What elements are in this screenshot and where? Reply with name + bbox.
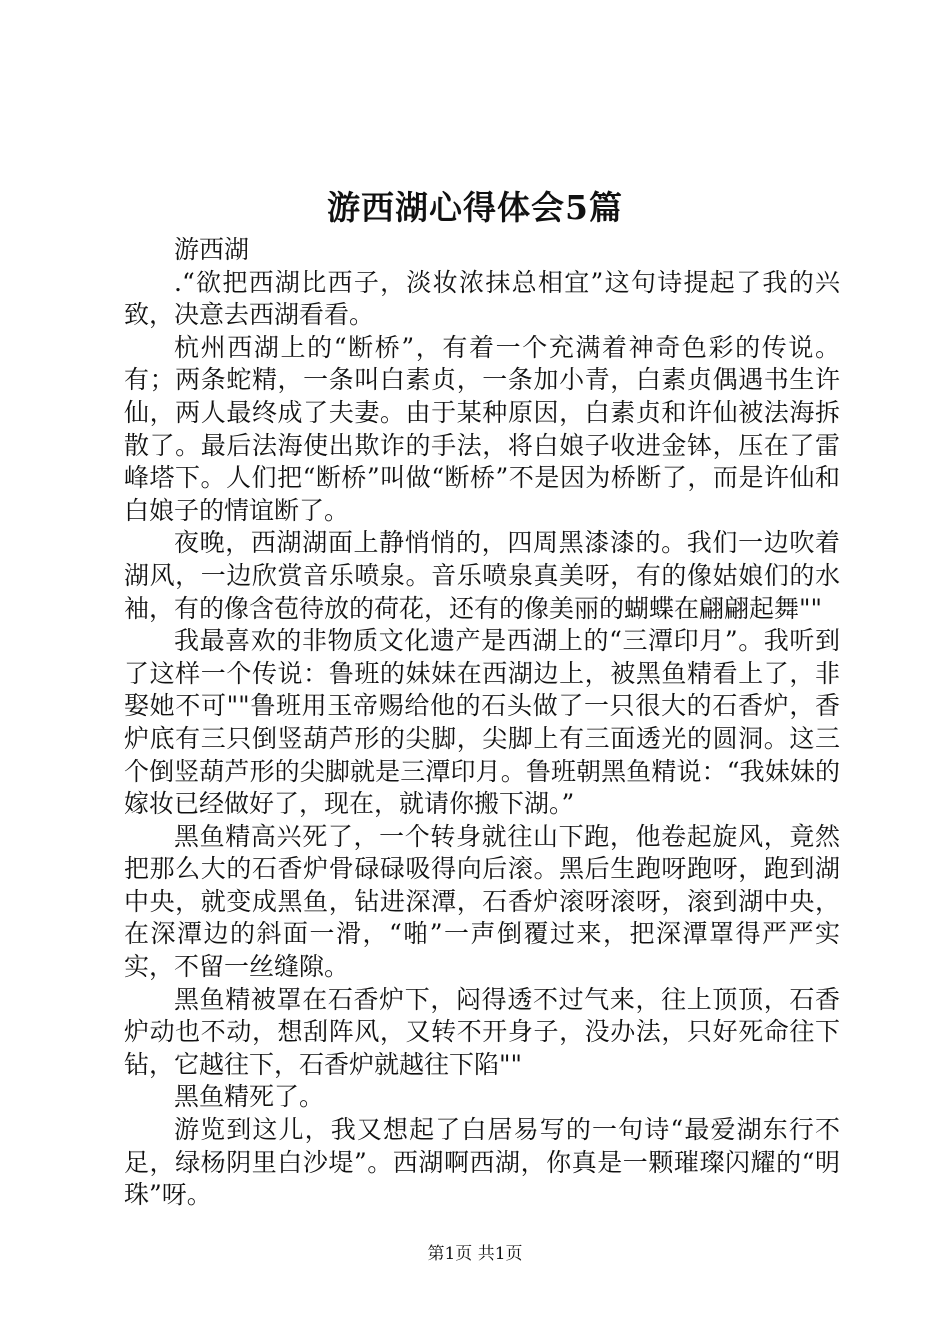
paragraph-8: 游览到这儿，我又想起了白居易写的一句诗“最爱湖东行不足，绿杨阴里白沙堤”。西湖啊西湖，你真是一颗璀璨闪耀的“明珠”呀。 [124, 1115, 840, 1210]
page-footer: 第1页 共1页 [427, 1244, 523, 1264]
section-heading: 游西湖 [174, 235, 250, 264]
paragraph-2: 杭州西湖上的“断桥”，有着一个充满着神奇色彩的传说。有；两条蛇精，一条叫白素贞，一条加小青，白素贞偶遇书生许仙，两人最终成了夫妻。由于某种原因，白素贞和许仙被法海拆散了。最后法海使出欺诈的手法，将白娘子收进金钵，压在了雷峰塔下。人们把“断桥”叫做“断桥”不是因为桥断了，而是许仙和白娘子的情谊断了。 [124, 332, 840, 525]
document-body [124, 234, 840, 1212]
paragraph-1: .“欲把西湖比西子，淡妆浓抹总相宜”这句诗提起了我的兴致，决意去西湖看看。 [124, 267, 840, 330]
paragraph-3: 夜晚，西湖湖面上静悄悄的，四周黑漆漆的。我们一边吹着湖风，一边欣赏音乐喷泉。音乐喷泉真美呀，有的像姑娘们的水袖，有的像含苞待放的荷花，还有的像美丽的蝴蝶在翩翩起舞"" [124, 528, 840, 623]
paragraph-7: 黑鱼精死了。 [174, 1082, 325, 1112]
paragraph-6: 黑鱼精被罩在石香炉下，闷得透不过气来，往上顶顶，石香炉动也不动，想刮阵风，又转不开身子，没办法，只好死命往下钻，它越往下，石香炉就越往下陷"" [124, 984, 840, 1079]
document-title: 游西湖心得体会5篇 [327, 188, 623, 227]
paragraph-4: 我最喜欢的非物质文化遗产是西湖上的“三潭印月”。我听到了这样一个传说：鲁班的妹妹在西湖边上，被黑鱼精看上了，非娶她不可""鲁班用玉帝赐给他的石头做了一只很大的石香炉，香炉底有三只倒竖葫芦形的尖脚，尖脚上有三面透光的圆洞。这三个倒竖葫芦形的尖脚就是三潭印月。鲁班朝黑鱼精说：“我妹妹的嫁妆已经做好了，现在，就请你搬下湖。” [124, 626, 840, 819]
paragraph-5: 黑鱼精高兴死了，一个转身就往山下跑，他卷起旋风，竟然把那么大的石香炉骨碌碌吸得向后滚。黑后生跑呀跑呀，跑到湖中央，就变成黑鱼，钻进深潭，石香炉滚呀滚呀，滚到湖中央，在深潭边的斜面一滑，“啪”一声倒覆过来，把深潭罩得严严实实，不留一丝缝隙。 [124, 821, 840, 982]
